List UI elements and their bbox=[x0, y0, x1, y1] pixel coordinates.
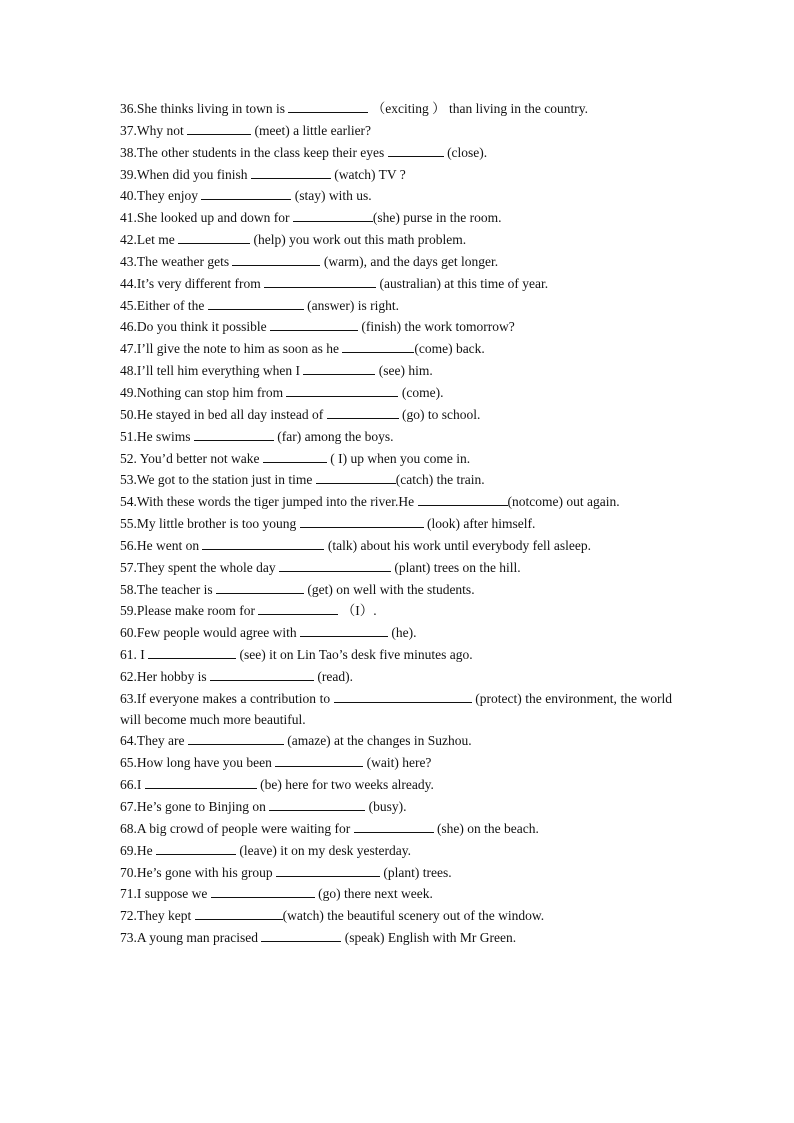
exercise-item bbox=[120, 229, 672, 251]
item-text-before: 56.He went on bbox=[120, 537, 203, 553]
answer-blank[interactable] bbox=[145, 774, 257, 789]
item-text-before: 71.I suppose we bbox=[120, 886, 211, 902]
answer-blank[interactable] bbox=[316, 469, 396, 484]
item-text-before: 47.I’ll give the note to him as soon as he bbox=[120, 341, 343, 357]
item-text-after: ( I) up when you come in. bbox=[326, 450, 471, 466]
item-text-before: 54.With these words the tiger jumped into the river.He bbox=[120, 494, 418, 510]
item-text-before: 49.Nothing can stop him from bbox=[120, 384, 287, 400]
item-text-after: (come) back. bbox=[414, 341, 485, 357]
item-text-after: (busy). bbox=[365, 799, 407, 814]
exercise-item bbox=[120, 98, 672, 120]
item-text-after: (leave) it on my desk yesterday. bbox=[236, 842, 411, 858]
exercise-item bbox=[120, 338, 672, 360]
item-text-before: 43.The weather gets bbox=[120, 253, 233, 269]
exercise-item bbox=[120, 752, 672, 774]
answer-blank[interactable] bbox=[388, 142, 444, 157]
item-text-after: (go) to school. bbox=[398, 406, 481, 422]
answer-blank[interactable] bbox=[300, 513, 424, 528]
exercise-item bbox=[120, 491, 672, 513]
item-text-after: (she) purse in the room. bbox=[372, 210, 502, 226]
exercise-item bbox=[120, 251, 672, 273]
item-text-after: (look) after himself. bbox=[423, 516, 536, 532]
item-text-after: (wait) here? bbox=[363, 755, 432, 771]
answer-blank[interactable] bbox=[156, 840, 236, 855]
answer-blank[interactable] bbox=[270, 316, 358, 331]
item-text-before: 36.She thinks living in town is bbox=[120, 101, 289, 116]
answer-blank[interactable] bbox=[194, 426, 274, 441]
exercise-item bbox=[120, 404, 672, 426]
item-text-after: (be) here for two weeks already. bbox=[256, 777, 434, 793]
answer-blank[interactable] bbox=[258, 600, 338, 615]
answer-blank[interactable] bbox=[201, 185, 291, 200]
exercise-item bbox=[120, 382, 672, 404]
item-text-before: 59.Please make room for bbox=[120, 603, 259, 619]
answer-blank[interactable] bbox=[210, 666, 314, 681]
exercise-item bbox=[120, 862, 672, 884]
item-text-before: 67.He’s gone to Binjing on bbox=[120, 799, 270, 814]
item-text-before: 51.He swims bbox=[120, 428, 194, 444]
answer-blank[interactable] bbox=[279, 557, 391, 572]
exercise-item bbox=[120, 579, 672, 601]
answer-blank[interactable] bbox=[286, 382, 398, 397]
item-text-before: 73.A young man pracised bbox=[120, 930, 262, 946]
answer-blank[interactable] bbox=[261, 927, 341, 942]
item-text-after: （exciting ） than living in the country. bbox=[368, 101, 588, 116]
item-text-after: (finish) the work tomorrow? bbox=[358, 319, 515, 335]
item-text-before: 53.We got to the station just in time bbox=[120, 472, 316, 488]
exercise-item bbox=[120, 316, 672, 338]
item-text-before: 62.Her hobby is bbox=[120, 668, 210, 684]
item-text-after: (answer) is right. bbox=[303, 297, 399, 313]
item-text-before: 65.How long have you been bbox=[120, 755, 276, 771]
exercise-item bbox=[120, 818, 672, 840]
item-text-after: (go) there next week. bbox=[314, 886, 433, 902]
answer-blank[interactable] bbox=[211, 883, 315, 898]
item-text-after: (warm), and the days get longer. bbox=[320, 253, 499, 269]
item-text-before: 69.He bbox=[120, 842, 156, 858]
answer-blank[interactable] bbox=[293, 207, 373, 222]
item-text-after: (australian) at this time of year. bbox=[376, 275, 549, 291]
item-text-before: 57.They spent the whole day bbox=[120, 559, 279, 575]
item-text-after: (stay) with us. bbox=[291, 188, 372, 204]
item-text-after: (she) on the beach. bbox=[433, 820, 539, 836]
item-text-after: (catch) the train. bbox=[395, 472, 485, 488]
item-text-after: (get) on well with the students. bbox=[303, 581, 475, 597]
exercise-item bbox=[120, 426, 672, 448]
exercise-item bbox=[120, 688, 672, 731]
exercise-item bbox=[120, 142, 672, 164]
item-text-after: (amaze) at the changes in Suzhou. bbox=[283, 733, 472, 749]
item-text-before: 72.They kept bbox=[120, 908, 195, 924]
answer-blank[interactable] bbox=[202, 535, 324, 550]
item-text-before: 52. You’d better not wake bbox=[120, 450, 263, 466]
answer-blank[interactable] bbox=[300, 622, 388, 637]
answer-blank[interactable] bbox=[148, 644, 236, 659]
exercise-item bbox=[120, 774, 672, 796]
exercise-item bbox=[120, 164, 672, 186]
exercise-item bbox=[120, 207, 672, 229]
item-text-after: (he). bbox=[387, 625, 417, 641]
exercise-item bbox=[120, 883, 672, 905]
item-text-before: 70.He’s gone with his group bbox=[120, 864, 276, 880]
answer-blank[interactable] bbox=[418, 491, 508, 506]
item-text-before: 60.Few people would agree with bbox=[120, 625, 300, 641]
answer-blank[interactable] bbox=[342, 338, 414, 353]
exercise-item bbox=[120, 644, 672, 666]
exercise-item bbox=[120, 840, 672, 862]
exercise-item bbox=[120, 927, 672, 949]
exercise-sheet bbox=[120, 98, 672, 949]
item-text-before: 63.If everyone makes a contribution to bbox=[120, 690, 334, 706]
answer-blank[interactable] bbox=[269, 796, 365, 811]
exercise-item bbox=[120, 796, 672, 818]
item-text-before: 61. I bbox=[120, 647, 149, 663]
item-text-after: (help) you work out this math problem. bbox=[250, 232, 467, 248]
answer-blank[interactable] bbox=[187, 120, 251, 135]
answer-blank[interactable] bbox=[303, 360, 375, 375]
exercise-item bbox=[120, 535, 672, 557]
exercise-item bbox=[120, 185, 672, 207]
exercise-item bbox=[120, 730, 672, 752]
exercise-item bbox=[120, 622, 672, 644]
exercise-item bbox=[120, 905, 672, 927]
item-text-before: 44.It’s very different from bbox=[120, 275, 265, 291]
item-text-after: (talk) about his work until everybody fell asleep. bbox=[324, 537, 592, 553]
item-text-after: (protect) the environment, the world will become much more beautiful. bbox=[120, 690, 673, 727]
answer-blank[interactable] bbox=[275, 752, 363, 767]
item-text-before: 50.He stayed in bed all day instead of bbox=[120, 406, 327, 422]
item-text-after: (watch) the beautiful scenery out of the window. bbox=[282, 908, 545, 924]
item-text-after: (come). bbox=[398, 384, 444, 400]
answer-blank[interactable] bbox=[264, 273, 376, 288]
item-text-after: (plant) trees on the hill. bbox=[390, 559, 521, 575]
item-text-before: 41.She looked up and down for bbox=[120, 210, 293, 226]
item-text-after: (notcome) out again. bbox=[507, 494, 620, 510]
answer-blank[interactable] bbox=[263, 448, 327, 463]
exercise-item bbox=[120, 360, 672, 382]
answer-blank[interactable] bbox=[288, 98, 368, 113]
item-text-before: 38.The other students in the class keep their eyes bbox=[120, 144, 388, 160]
item-text-before: 37.Why not bbox=[120, 122, 188, 138]
item-text-before: 66.I bbox=[120, 777, 145, 793]
item-text-before: 58.The teacher is bbox=[120, 581, 216, 597]
item-text-after: (plant) trees. bbox=[380, 864, 452, 880]
item-text-after: (see) it on Lin Tao’s desk five minutes ago. bbox=[236, 647, 473, 663]
exercise-item bbox=[120, 273, 672, 295]
item-text-after: (read). bbox=[314, 668, 353, 684]
answer-blank[interactable] bbox=[354, 818, 434, 833]
exercise-item bbox=[120, 513, 672, 535]
item-text-after: （I）. bbox=[338, 603, 377, 619]
answer-blank[interactable] bbox=[334, 688, 472, 703]
item-text-before: 48.I’ll tell him everything when I bbox=[120, 363, 304, 379]
item-text-after: (watch) TV ? bbox=[330, 166, 406, 182]
exercise-item bbox=[120, 469, 672, 491]
item-text-before: 68.A big crowd of people were waiting for bbox=[120, 820, 354, 836]
answer-blank[interactable] bbox=[251, 164, 331, 179]
exercise-item bbox=[120, 295, 672, 317]
exercise-item bbox=[120, 666, 672, 688]
answer-blank[interactable] bbox=[188, 730, 284, 745]
item-text-after: (close). bbox=[443, 144, 488, 160]
item-text-before: 39.When did you finish bbox=[120, 166, 251, 182]
exercise-item bbox=[120, 448, 672, 470]
item-text-before: 64.They are bbox=[120, 733, 188, 749]
answer-blank[interactable] bbox=[208, 295, 304, 310]
answer-blank[interactable] bbox=[232, 251, 320, 266]
answer-blank[interactable] bbox=[327, 404, 399, 419]
item-text-after: (speak) English with Mr Green. bbox=[341, 930, 517, 946]
item-text-before: 42.Let me bbox=[120, 232, 179, 248]
item-text-after: (far) among the boys. bbox=[273, 428, 394, 444]
item-text-before: 45.Either of the bbox=[120, 297, 208, 313]
answer-blank[interactable] bbox=[178, 229, 250, 244]
item-text-after: (see) him. bbox=[375, 363, 433, 379]
item-text-before: 46.Do you think it possible bbox=[120, 319, 271, 335]
exercise-item bbox=[120, 120, 672, 142]
answer-blank[interactable] bbox=[195, 905, 283, 920]
exercise-item bbox=[120, 600, 672, 622]
item-text-after: (meet) a little earlier? bbox=[251, 122, 372, 138]
answer-blank[interactable] bbox=[216, 579, 304, 594]
exercise-item bbox=[120, 557, 672, 579]
item-text-before: 40.They enjoy bbox=[120, 188, 202, 204]
item-text-before: 55.My little brother is too young bbox=[120, 516, 300, 532]
answer-blank[interactable] bbox=[276, 862, 380, 877]
